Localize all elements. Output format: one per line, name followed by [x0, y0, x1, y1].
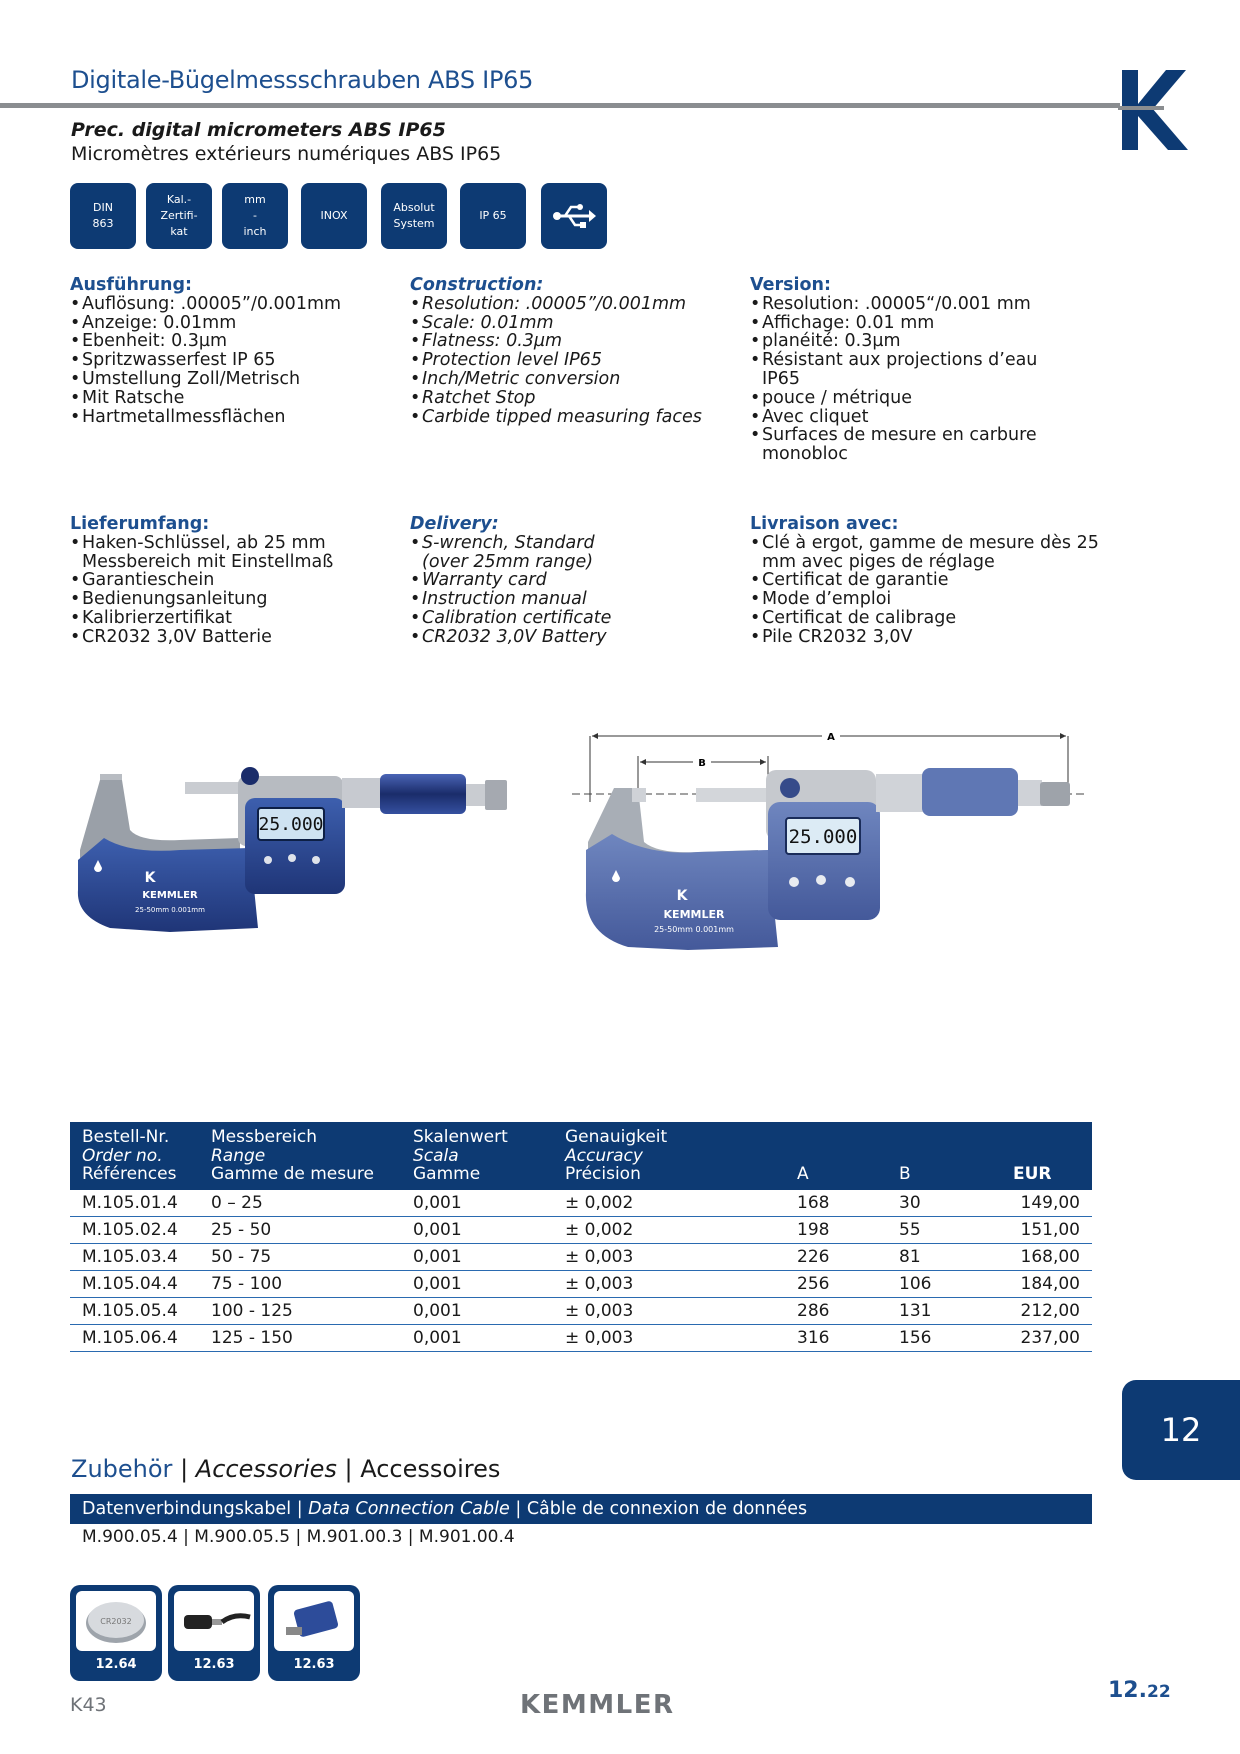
accessories-bar: Datenverbindungskabel | Data Connection Cable | Câble de connexion de données [70, 1494, 1092, 1524]
list-item: • Inch/Metric conversion [410, 370, 730, 389]
dimension-b-label: B [698, 758, 706, 769]
list-item-continued: (over 25mm range) [422, 551, 594, 572]
list-item: • Carbide tipped measuring faces [410, 408, 730, 427]
list-item: • Résistant aux projections d’eau [750, 351, 1110, 370]
badge-mm-inch: mm - inch [222, 183, 288, 249]
cell-dim-a: 256 [785, 1270, 887, 1297]
accessories-codes: M.900.05.4 | M.900.05.5 | M.901.00.3 | M.901.00.4 [82, 1527, 515, 1547]
accessory-card-cable[interactable] [168, 1585, 260, 1681]
list-item: • Instruction manual [410, 590, 730, 609]
cell-scale: 0,001 [401, 1270, 553, 1297]
list-item: • CR2032 3,0V Battery [410, 628, 730, 647]
list-item: • Hartmetallmessflächen [70, 408, 390, 427]
cell-scale: 0,001 [401, 1297, 553, 1324]
cell-order-no: M.105.02.4 [70, 1216, 199, 1243]
cell-order-no: M.105.01.4 [70, 1190, 199, 1217]
list-item: • planéité: 0.3µm [750, 332, 1110, 351]
list-item: • Mit Ratsche [70, 389, 390, 408]
accessory-card-label: 12.63 [293, 1657, 335, 1672]
product-table [70, 1122, 1092, 1352]
delivery-en [410, 515, 730, 647]
features-fr-heading: Version: [750, 275, 831, 295]
accessory-card-battery[interactable] [70, 1585, 162, 1681]
list-item: • Garantieschein [70, 571, 390, 590]
battery-image [76, 1591, 156, 1651]
accessory-card-label: 12.64 [95, 1657, 137, 1672]
kemmler-logo-icon [1118, 70, 1190, 150]
badge-absolute: Absolut System [381, 183, 447, 249]
list-item: • S-wrench, Standard [410, 534, 730, 553]
header-scale-de: Skalenwert [413, 1127, 508, 1147]
cell-dim-b: 106 [887, 1270, 1001, 1297]
header-b: B [887, 1122, 1001, 1190]
table-row [70, 1190, 1092, 1217]
header-rule [0, 103, 1120, 108]
cell-dim-b: 30 [887, 1190, 1001, 1217]
features-en-heading: Construction: [410, 275, 544, 295]
cell-order-no: M.105.06.4 [70, 1324, 199, 1351]
cell-price-eur: 168,00 [1001, 1243, 1092, 1270]
battery-label: CR2032 [100, 1617, 132, 1626]
delivery-en-heading: Delivery: [410, 514, 499, 534]
cell-dim-a: 226 [785, 1243, 887, 1270]
list-item: • Clé à ergot, gamme de mesure dès 25 [750, 534, 1110, 553]
page-title: Digitale-Bügelmessschrauben ABS IP65 [71, 66, 534, 94]
cell-accuracy: ± 0,003 [553, 1270, 785, 1297]
cell-scale: 0,001 [401, 1243, 553, 1270]
cell-range: 25 - 50 [199, 1216, 401, 1243]
header-order-en: Order no. [82, 1145, 163, 1166]
cell-scale: 0,001 [401, 1324, 553, 1351]
frame-brand: KEMMLER [142, 890, 198, 901]
cell-price-eur: 151,00 [1001, 1216, 1092, 1243]
cell-order-no: M.105.05.4 [70, 1297, 199, 1324]
list-item: • Certificat de calibrage [750, 609, 1110, 628]
cell-dim-a: 316 [785, 1324, 887, 1351]
page-number-main: 12. [1108, 1678, 1147, 1703]
badge-ip65: IP 65 [460, 183, 526, 249]
list-item: • Auflösung: .00005”/0.001mm [70, 295, 390, 314]
subtitle-fr: Micromètres extérieurs numériques ABS IP65 [71, 143, 502, 165]
list-item: • Bedienungsanleitung [70, 590, 390, 609]
cell-dim-a: 286 [785, 1297, 887, 1324]
list-item-continued: Messbereich mit Einstellmaß [82, 551, 334, 572]
list-item: • Warranty card [410, 571, 730, 590]
header-accuracy-fr: Précision [565, 1164, 641, 1184]
list-item: • Resolution: .00005“/0.001 mm [750, 295, 1110, 314]
cell-accuracy: ± 0,003 [553, 1324, 785, 1351]
cell-price-eur: 184,00 [1001, 1270, 1092, 1297]
cell-scale: 0,001 [401, 1216, 553, 1243]
header-range [199, 1122, 401, 1190]
drawing-display-reading: 25.000 [788, 826, 858, 848]
header-range-en: Range [211, 1145, 266, 1166]
list-item-continued: IP65 [762, 368, 800, 389]
cell-dim-b: 81 [887, 1243, 1001, 1270]
header-eur: EUR [1001, 1122, 1092, 1190]
header-accuracy-de: Genauigkeit [565, 1127, 668, 1147]
header-order-fr: Références [82, 1164, 177, 1184]
cable-image [174, 1591, 254, 1651]
cell-scale: 0,001 [401, 1190, 553, 1217]
page-number-sub: 22 [1146, 1682, 1171, 1702]
accessory-card-label: 12.63 [193, 1657, 235, 1672]
table-row [70, 1324, 1092, 1351]
cell-price-eur: 212,00 [1001, 1297, 1092, 1324]
list-item: • Surfaces de mesure en carbure [750, 426, 1110, 445]
cell-accuracy: ± 0,003 [553, 1243, 785, 1270]
list-item: • Resolution: .00005”/0.001mm [410, 295, 730, 314]
cell-dim-a: 198 [785, 1216, 887, 1243]
drawing-frame-brand: KEMMLER [663, 908, 725, 921]
features-de [70, 276, 390, 426]
cell-accuracy: ± 0,002 [553, 1216, 785, 1243]
header-range-de: Messbereich [211, 1127, 318, 1147]
header-range-fr: Gamme de mesure [211, 1164, 374, 1184]
cell-dim-b: 131 [887, 1297, 1001, 1324]
frame-range-label: 25-50mm 0.001mm [135, 906, 205, 914]
delivery-de [70, 515, 390, 647]
footer-brand: KEMMLER [520, 1690, 675, 1720]
page-number [1108, 1678, 1171, 1703]
micrometer-dimension-drawing [568, 722, 1088, 957]
list-item-continued: monobloc [762, 444, 848, 465]
header-accuracy-en: Accuracy [565, 1145, 643, 1166]
cell-range: 75 - 100 [199, 1270, 401, 1297]
accessories-bar-fr: Câble de connexion de données [526, 1499, 808, 1519]
adapter-image [274, 1591, 354, 1651]
features-en [410, 276, 730, 426]
list-item: • Spritzwasserfest IP 65 [70, 351, 390, 370]
list-item: • Scale: 0.01mm [410, 314, 730, 333]
header-scale [401, 1122, 553, 1190]
list-item: • Kalibrierzertifikat [70, 609, 390, 628]
list-item: • Anzeige: 0.01mm [70, 314, 390, 333]
badge-usb [541, 183, 607, 249]
list-item-continued: mm avec piges de réglage [762, 551, 995, 572]
delivery-fr [750, 515, 1110, 647]
svg-text:K: K [676, 888, 688, 904]
table-row [70, 1243, 1092, 1270]
table-row [70, 1270, 1092, 1297]
dimension-a-label: A [827, 732, 835, 743]
list-item: • Protection level IP65 [410, 351, 730, 370]
usb-icon [551, 202, 597, 230]
accessories-bar-de: Datenverbindungskabel [82, 1499, 292, 1519]
list-item: • CR2032 3,0V Batterie [70, 628, 390, 647]
list-item: • Avec cliquet [750, 408, 1110, 427]
list-item: • Ebenheit: 0.3µm [70, 332, 390, 351]
features-fr [750, 276, 1110, 464]
list-item: • Calibration certificate [410, 609, 730, 628]
list-item: • pouce / métrique [750, 389, 1110, 408]
accessories-title-en: Accessories [195, 1455, 337, 1483]
cell-price-eur: 149,00 [1001, 1190, 1092, 1217]
cell-range: 0 – 25 [199, 1190, 401, 1217]
cell-range: 125 - 150 [199, 1324, 401, 1351]
list-item: • Mode d’emploi [750, 590, 1110, 609]
accessory-card-adapter[interactable] [268, 1585, 360, 1681]
cell-price-eur: 237,00 [1001, 1324, 1092, 1351]
cell-accuracy: ± 0,002 [553, 1190, 785, 1217]
accessories-title-fr: Accessoires [360, 1455, 501, 1483]
list-item: • Certificat de garantie [750, 571, 1110, 590]
header-order-de: Bestell-Nr. [82, 1127, 170, 1147]
cell-dim-a: 168 [785, 1190, 887, 1217]
list-item: • Umstellung Zoll/Metrisch [70, 370, 390, 389]
delivery-fr-heading: Livraison avec: [750, 514, 899, 534]
cell-range: 100 - 125 [199, 1297, 401, 1324]
chapter-tab[interactable]: 12 [1122, 1380, 1240, 1480]
list-item: • Ratchet Stop [410, 389, 730, 408]
header-scale-fr: Gamme [413, 1164, 481, 1184]
table-row [70, 1216, 1092, 1243]
table-row [70, 1297, 1092, 1324]
header-scale-en: Scala [413, 1145, 459, 1166]
cell-dim-b: 55 [887, 1216, 1001, 1243]
header-accuracy [553, 1122, 785, 1190]
list-item: • Haken-Schlüssel, ab 25 mm [70, 534, 390, 553]
accessories-title-de: Zubehör [71, 1455, 173, 1483]
display-reading: 25.000 [258, 814, 324, 835]
cell-order-no: M.105.03.4 [70, 1243, 199, 1270]
header-order [70, 1122, 199, 1190]
list-item: • Pile CR2032 3,0V [750, 628, 1110, 647]
features-de-heading: Ausführung: [70, 275, 193, 295]
accessories-bar-en: Data Connection Cable [308, 1499, 510, 1519]
cell-dim-b: 156 [887, 1324, 1001, 1351]
cell-range: 50 - 75 [199, 1243, 401, 1270]
delivery-de-heading: Lieferumfang: [70, 514, 210, 534]
badge-calibration: Kal.- Zertifi- kat [146, 183, 212, 249]
footer-code: K43 [70, 1694, 107, 1716]
subtitle-en: Prec. digital micrometers ABS IP65 [71, 119, 446, 141]
list-item: • Affichage: 0.01 mm [750, 314, 1110, 333]
badge-inox: INOX [301, 183, 367, 249]
list-item: • Flatness: 0.3µm [410, 332, 730, 351]
drawing-frame-range-label: 25-50mm 0.001mm [654, 925, 734, 934]
header-a: A [785, 1122, 887, 1190]
badge-din: DIN 863 [70, 183, 136, 249]
svg-text:K: K [144, 870, 156, 886]
micrometer-photo [70, 760, 530, 945]
table-header-row [70, 1122, 1092, 1190]
cell-accuracy: ± 0,003 [553, 1297, 785, 1324]
cell-order-no: M.105.04.4 [70, 1270, 199, 1297]
accessories-title: Zubehör | Accessories | Accessoires [71, 1455, 501, 1483]
